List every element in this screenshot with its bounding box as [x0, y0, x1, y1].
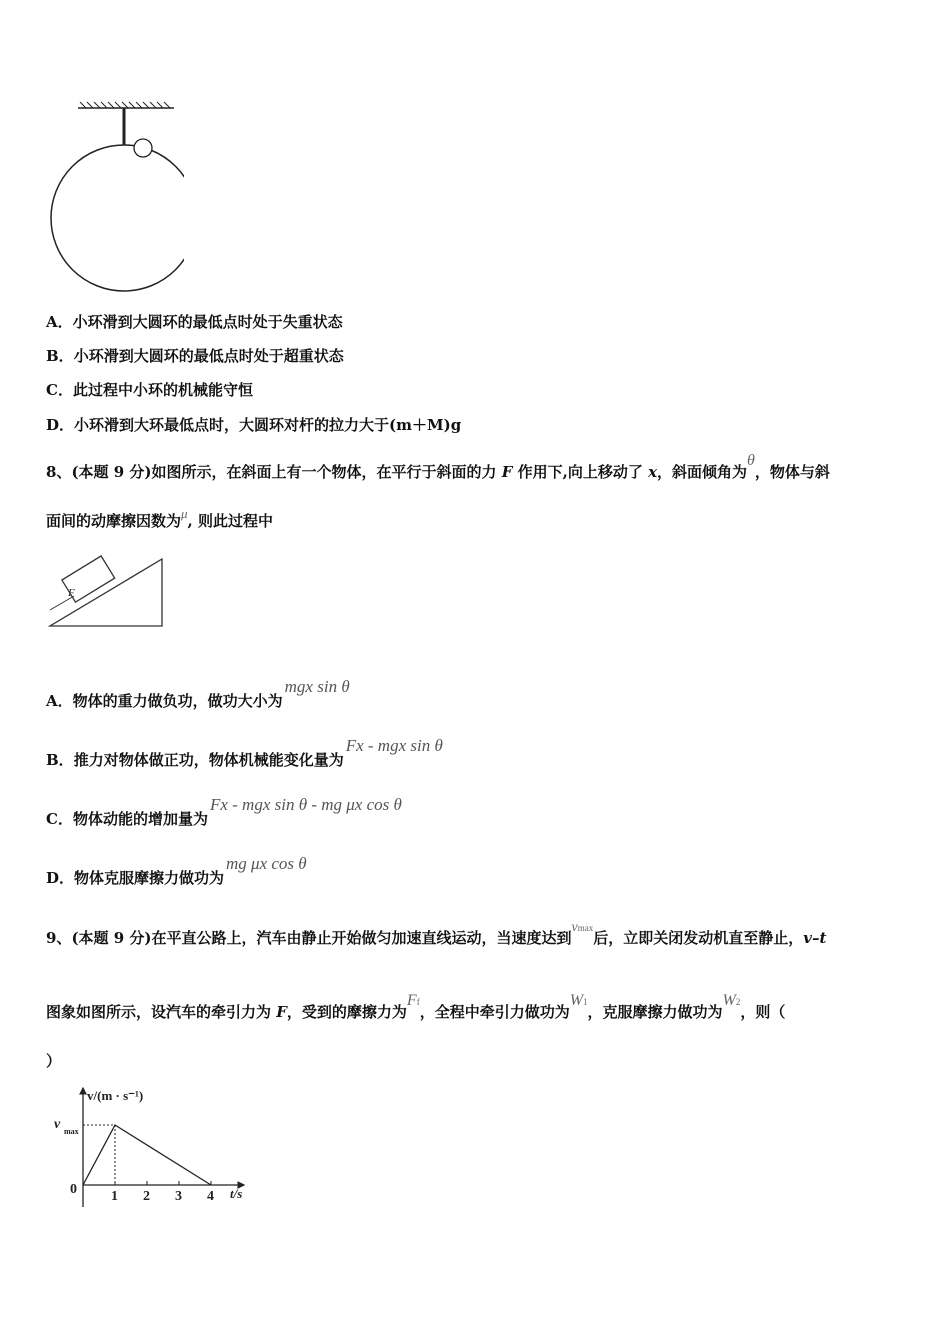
y-axis-label: v/(m · s⁻¹)	[87, 1088, 144, 1103]
x-tick-label: 1	[111, 1189, 118, 1204]
x-tick-label: 4	[207, 1189, 214, 1204]
q8-stem-line1: 8、(本题 9 分)如图所示，在斜面上有一个物体，在平行于斜面的力 F 作用下,向上移动了 x，斜面倾角为θ，物体与斜	[46, 452, 830, 481]
q9-stem-line2: 图象如图所示，设汽车的牵引力为 F，受到的摩擦力为Ff，全程中牵引力做功为W1，克服摩擦力做功为W2，则（	[46, 992, 786, 1021]
q8-option-d: D．物体克服摩擦力做功为mg μx cos θ	[46, 854, 307, 887]
small-ring	[134, 139, 152, 157]
q9-stem-line3: ）	[46, 1052, 62, 1070]
x-axis-label: t/s	[230, 1186, 243, 1201]
q7-option-c: C．此过程中小环的机械能守恒	[46, 381, 253, 399]
origin-label: 0	[70, 1182, 77, 1197]
large-ring	[51, 145, 184, 291]
q8-stem-line2: 面间的动摩擦因数为μ, 则此过程中	[46, 506, 273, 530]
x-tick-label: 2	[143, 1189, 150, 1204]
y-tick-vmax: v	[54, 1117, 61, 1132]
q8-option-b: B．推力对物体做正功，物体机械能变化量为Fx - mgx sin θ	[46, 736, 443, 769]
vt-curve	[83, 1125, 211, 1185]
y-tick-vmax-sub: max	[64, 1127, 79, 1136]
incline-figure	[44, 552, 174, 634]
ring-figure	[44, 96, 184, 296]
q8-option-c: C．物体动能的增加量为Fx - mgx sin θ - mg μx cos θ	[46, 795, 402, 828]
force-label: F	[68, 587, 75, 599]
vt-graph	[44, 1082, 254, 1216]
q8-option-a: A．物体的重力做负功，做功大小为mgx sin θ	[46, 677, 350, 710]
x-tick-label: 3	[175, 1189, 182, 1204]
q9-stem-line1: 9、(本题 9 分)在平直公路上，汽车由静止开始做匀加速直线运动，当速度达到vmax后，立即关闭发动机直至静止，v–t	[46, 920, 827, 947]
q7-option-b: B．小环滑到大圆环的最低点时处于超重状态	[46, 347, 344, 365]
q7-option-d: D．小环滑到大环最低点时，大圆环对杆的拉力大于(m＋M)g	[46, 416, 462, 434]
q7-option-a: A．小环滑到大圆环的最低点时处于失重状态	[46, 313, 343, 331]
